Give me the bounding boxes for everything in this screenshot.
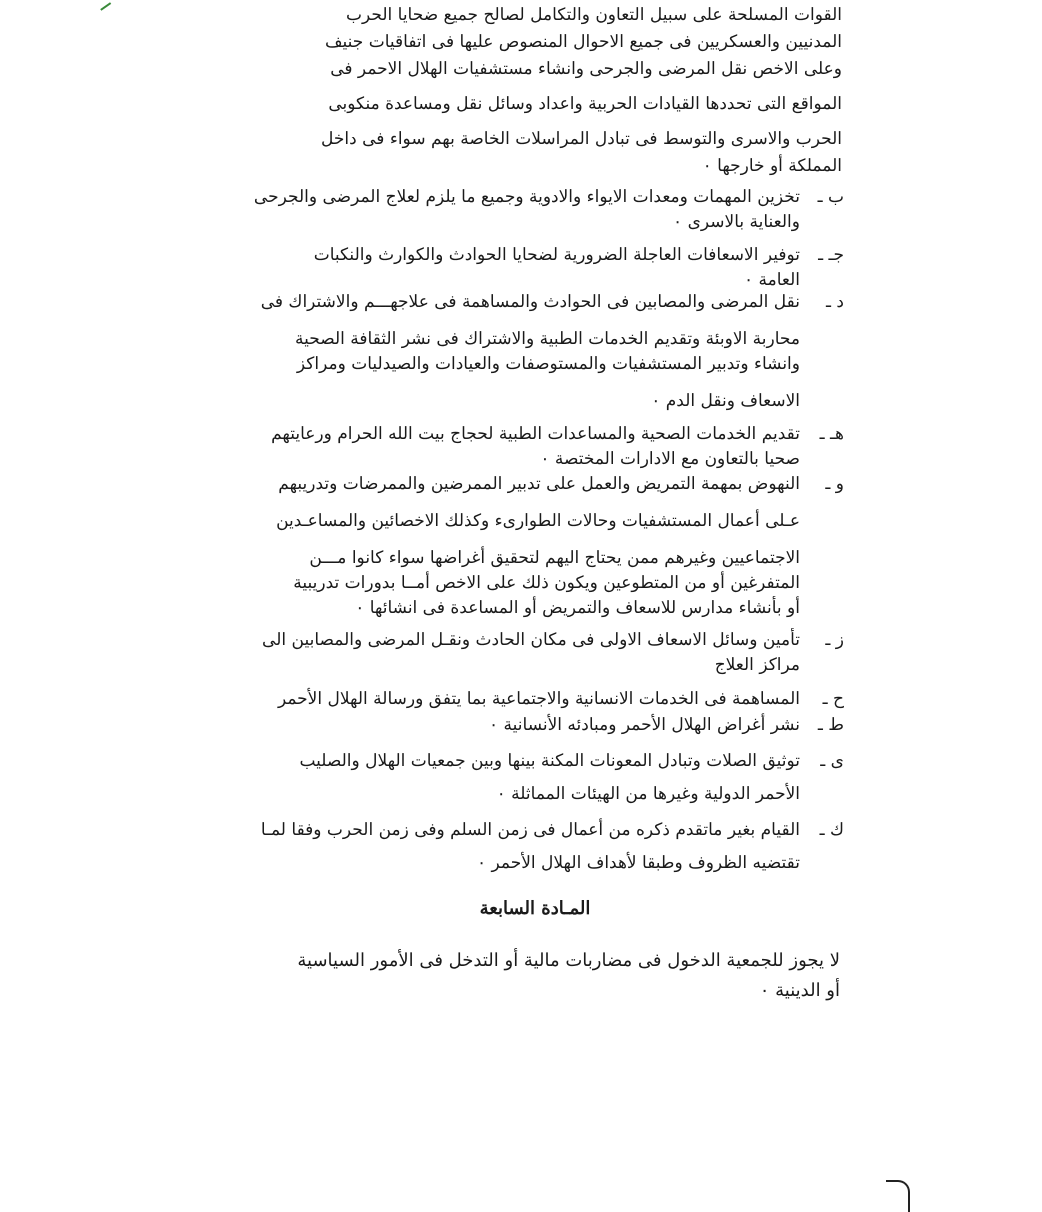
text-line: المواقع التى تحددها القيادات الحربية واعداد وسائل نقل ومساعدة منكوبى	[328, 94, 842, 114]
page-corner-mark	[886, 1180, 910, 1212]
item-marker: و ـ	[825, 474, 844, 494]
text-line: القيام بغير ماتقدم ذكره من أعمال فى زمن السلم وفى زمن الحرب وفقا لمـا	[260, 820, 800, 840]
text-line: الأحمر الدولية وغيرها من الهيئات المماثلة ٠	[496, 784, 800, 804]
corner-mark	[97, 0, 111, 11]
text-line: وعلى الاخص نقل المرضى والجرحى وانشاء مستشفيات الهلال الاحمر فى	[330, 59, 842, 79]
text-line: نشر أغراض الهلال الأحمر ومبادئه الأنسانية ٠	[489, 715, 800, 735]
list-item	[234, 749, 844, 807]
item-marker: ط ـ	[817, 715, 844, 735]
list-item	[234, 185, 844, 235]
text-line: صحيا بالتعاون مع الادارات المختصة ٠	[540, 449, 800, 469]
text-line: أو بأنشاء مدارس للاسعاف والتمريض أو المساعدة فى انشائها ٠	[355, 598, 800, 618]
list-item	[234, 243, 844, 293]
list-item	[234, 687, 844, 712]
text-line: تخزين المهمات ومعدات الايواء والادوية وجميع ما يلزم لعلاج المرضى والجرحى	[253, 187, 800, 207]
text-line: الحرب والاسرى والتوسط فى تبادل المراسلات الخاصة بهم سواء فى داخل	[321, 129, 842, 149]
text-line: مراكز العلاج	[714, 655, 800, 675]
item-marker: ك ـ	[819, 820, 844, 840]
text-line: محاربة الاوبئة وتقديم الخدمات الطبية والاشتراك فى نشر الثقافة الصحية	[295, 329, 800, 349]
continuation-paragraph	[232, 2, 842, 180]
text-line: النهوض بمهمة التمريض والعمل على تدبير الممرضين والممرضات وتدريبهم	[278, 474, 800, 494]
list-item	[234, 422, 844, 472]
text-line: الاجتماعيين وغيرهم ممن يحتاج اليهم لتحقيق أغراضها سواء كانوا مـــن	[309, 548, 800, 568]
list-item	[234, 628, 844, 678]
text-line: تقديم الخدمات الصحية والمساعدات الطبية لحجاج بيت الله الحرام ورعايتهم	[271, 424, 800, 444]
item-marker: هـ ـ	[819, 424, 844, 444]
text-line: نقل المرضى والمصابين فى الحوادث والمساهمة فى علاجهـــم والاشتراك فى	[260, 292, 800, 312]
text-line: المملكة أو خارجها ٠	[702, 156, 842, 176]
item-marker: ى ـ	[820, 751, 844, 771]
text-line: المتفرغين أو من المتطوعين ويكون ذلك على الاخص أمــا بدورات تدريبية	[293, 573, 800, 593]
text-line: عـلى أعمال المستشفيات وحالات الطوارىء وكذلك الاخصائين والمساعـدين	[276, 511, 800, 531]
text-line: وانشاء وتدبير المستشفيات والمستوصفات والعيادات والصيدليات ومراكز	[296, 354, 800, 374]
item-marker: جـ ـ	[818, 245, 844, 265]
item-marker: ب ـ	[817, 187, 844, 207]
text-line: والعناية بالاسرى ٠	[673, 212, 800, 232]
text-line: أو الدينية ٠	[759, 980, 840, 1001]
article-heading: المـادة السابعة	[479, 898, 591, 919]
text-line: المدنيين والعسكريين فى جميع الاحوال المنصوص عليها فى اتفاقيات جنيف	[324, 32, 842, 52]
list-item	[234, 472, 844, 621]
list-item	[234, 713, 844, 738]
text-line: تقتضيه الظروف وطبقا لأهداف الهلال الأحمر ٠	[476, 853, 800, 873]
text-line: العامة ٠	[743, 270, 800, 290]
text-line: تأمين وسائل الاسعاف الاولى فى مكان الحادث ونقـل المرضى والمصابين الى	[262, 630, 800, 650]
item-marker: ز ـ	[825, 630, 844, 650]
text-line: لا يجوز للجمعية الدخول فى مضاربات مالية أو التدخل فى الأمور السياسية	[297, 950, 840, 971]
text-line: توثيق الصلات وتبادل المعونات المكنة بينها وبين جمعيات الهلال والصليب	[299, 751, 800, 771]
article-paragraph	[200, 946, 840, 1006]
list-item	[234, 290, 844, 414]
list-item	[234, 818, 844, 876]
item-marker: د ـ	[826, 292, 844, 312]
item-marker: ح ـ	[822, 689, 844, 709]
text-line: المساهمة فى الخدمات الانسانية والاجتماعية بما يتفق ورسالة الهلال الأحمر	[277, 689, 800, 709]
text-line: توفير الاسعافات العاجلة الضرورية لضحايا الحوادث والكوارث والنكبات	[313, 245, 800, 265]
text-line: القوات المسلحة على سبيل التعاون والتكامل لصالح جميع ضحايا الحرب	[345, 5, 842, 25]
text-line: الاسعاف ونقل الدم ٠	[651, 391, 800, 411]
